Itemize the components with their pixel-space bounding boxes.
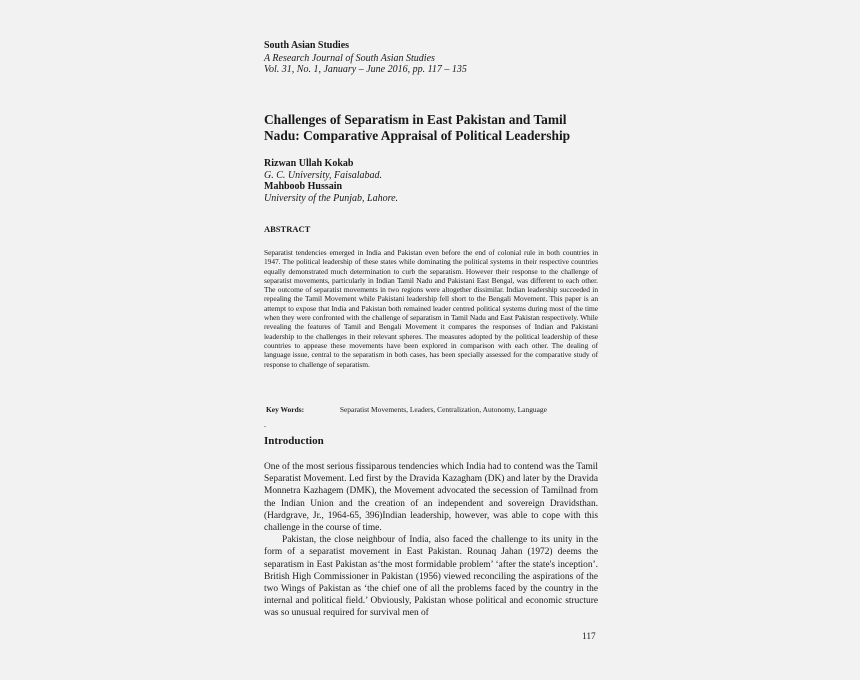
abstract-heading: ABSTRACT [264,224,311,234]
keywords-value: Separatist Movements, Leaders, Centralization, Autonomy, Language [339,405,547,414]
stray-mark: . [264,420,266,429]
author-name: Rizwan Ullah Kokab [264,158,354,169]
author-affiliation: University of the Punjab, Lahore. [264,193,399,204]
introduction-body [264,461,598,620]
author-affiliation: G. C. University, Faisalabad. [264,170,383,181]
page-number: 117 [582,632,596,642]
body-paragraph: Pakistan, the close neighbour of India, also faced the challenge to its unity in the form of a separatist movement in East Pakistan. Rounaq Jahan (1972) deems the separatism in East Pakistan as‘the most formidable problem’ ‘after the state's inception’. British High Commissioner in Pakistan (1956) viewed reconciling the aspirations of the two Wings of Pakistan as ‘the chief one of all the problems faced by the country in the internal and political field.’ Obviously, Pakistan whose political and economic structure was so unusual required for survival men of [264,535,598,619]
keywords-label: Key Words: [266,405,305,414]
paper-title: Challenges of Separatism in East Pakistan and Tamil Nadu: Comparative Appraisal of Political Leadership [264,112,571,143]
journal-name: South Asian Studies [264,40,350,51]
abstract-text: Separatist tendencies emerged in India and Pakistan even before the end of colonial rule in both countries in 1947. The political leadership of these states while dominating the political systems in their respective countries equally demonstrated much determination to curb the separatism. However their response to the challenge of separatist movements, particularly in Indian Tamil Nadu and Pakistani East Bengal, was different to each other. The outcome of separatist movements in two regions were altogether dissimilar. Indian leadership succeeded in repealing the Tamil Movement while Pakistani leadership fell short to the Bengali Movement. This paper is an attempt to expose that India and Pakistan both remained leader centred political systems during most of the time when they were confronted with the challenge of separatism in Tamil Nadu and East Pakistan respectively. While revealing the features of Tamil and Bengali Movement it compares the responses of Indian and Pakistani leadership to the challenges in their relevant spheres. The measures adopted by the political leadership of these countries to appease these movements have been explored in comparison with each other. The dealing of language issue, central to the separatism in both cases, has been specially assessed for the comparative study of response to challenge of separatism. [264,248,598,369]
keywords-line [266,405,600,414]
journal-subtitle: A Research Journal of South Asian Studies [264,53,435,64]
journal-volume: Vol. 31, No. 1, January – June 2016, pp. 117 – 135 [264,64,467,75]
body-paragraph: One of the most serious fissiparous tendencies which India had to contend was the Tamil Separatist Movement. Led first by the Dravida Kazagham (DK) and later by the Dravida Monnetra Kazhagem (DMK), the Movement advocated the secession of Tamilnad from the Indian Union and the creation of an independent and sovereign Dravidsthan. (Hardgrave, Jr., 1964-65, 396)Indian leadership, however, was able to cope with this challenge in the course of time. [264,462,598,534]
author-name: Mahboob Hussain [264,181,343,192]
section-heading-introduction: Introduction [264,435,324,447]
